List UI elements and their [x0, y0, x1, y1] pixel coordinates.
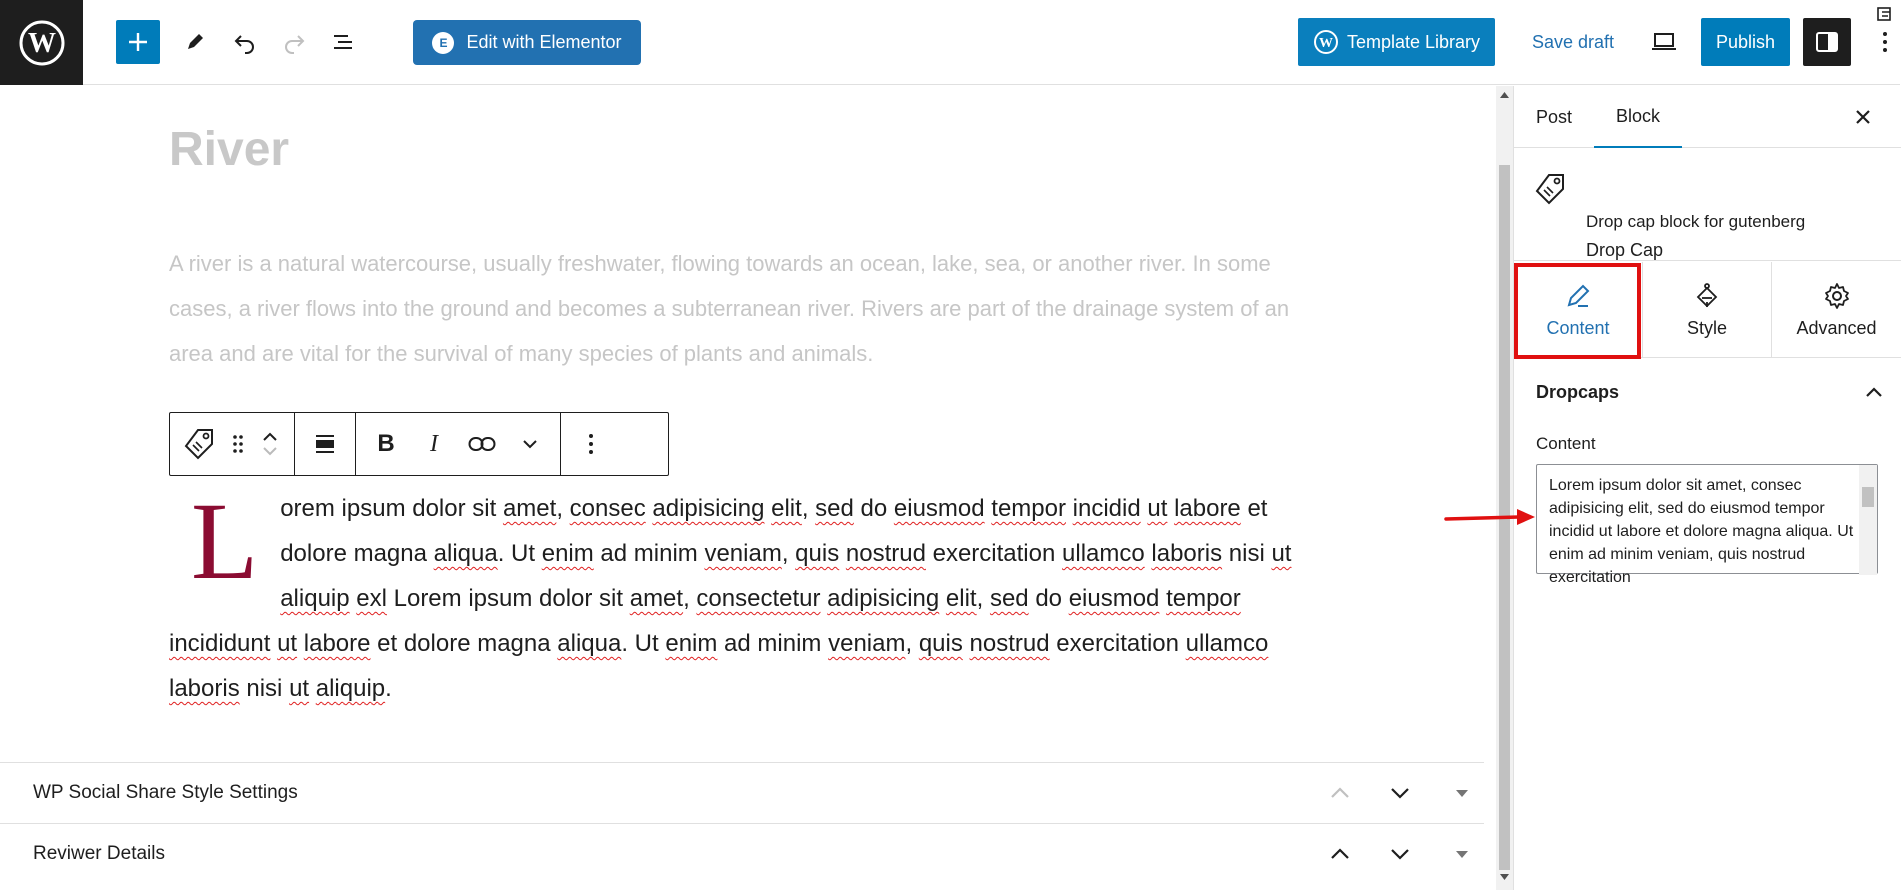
wordpress-logo-button[interactable] — [0, 0, 83, 85]
preview-button[interactable] — [1644, 22, 1684, 62]
control-tabs — [1514, 262, 1901, 358]
move-down-button[interactable] — [1380, 834, 1420, 874]
spellcheck-word: tempor — [1166, 585, 1241, 612]
spellcheck-word: ut — [277, 630, 298, 657]
tag-icon — [1534, 172, 1568, 206]
intro-paragraph-block[interactable]: A river is a natural watercourse, usually freshwater, flowing towards an ocean, lake, sea, or another river. In some cases, a river flows into the ground and becomes a subterranean river. Rivers are part of the drainage system of an area and are vital for the survival of many species of plants and animals. — [169, 251, 1290, 366]
block-toolbar — [169, 412, 669, 476]
block-mover[interactable] — [252, 420, 288, 468]
options-group — [561, 413, 621, 475]
text-run: nisi — [1222, 540, 1272, 567]
plus-icon — [127, 31, 149, 53]
svg-text:W: W — [1318, 36, 1333, 51]
text-run: , — [683, 585, 697, 612]
spellcheck-word: aliquip — [280, 585, 350, 612]
spellcheck-word: consectetur — [696, 585, 821, 612]
elementor-icon: E — [432, 32, 454, 54]
settings-toggle-button[interactable] — [1803, 18, 1851, 66]
editor-header — [0, 0, 1900, 85]
text-run — [309, 675, 316, 702]
spellcheck-word: sed — [989, 585, 1029, 612]
alignment-group — [295, 413, 356, 475]
template-library-label: Template Library — [1346, 31, 1481, 52]
italic-button[interactable] — [410, 420, 458, 468]
settings-sidebar — [1513, 86, 1900, 890]
block-type-button[interactable] — [176, 420, 224, 468]
spellcheck-word: eiusmod — [893, 495, 985, 522]
tab-post[interactable]: Post — [1536, 106, 1573, 127]
text-run — [963, 630, 970, 657]
spellcheck-word: incididunt — [169, 630, 271, 657]
elementor-label: Edit with Elementor — [466, 32, 622, 52]
undo-button[interactable] — [225, 22, 265, 62]
chevron-up-icon — [1330, 848, 1350, 860]
textarea-scrollbar-thumb[interactable] — [1862, 487, 1874, 507]
add-block-button[interactable] — [116, 20, 160, 64]
dropcap-text — [169, 480, 1292, 702]
move-down-button[interactable] — [1380, 773, 1420, 813]
chevron-up-icon[interactable] — [262, 432, 278, 442]
meta-box-reviewer-details[interactable] — [0, 823, 1484, 884]
text-run: ad minim — [593, 540, 705, 567]
spellcheck-word: adipisicing — [652, 495, 765, 522]
spellcheck-word: adipisicing — [827, 585, 940, 612]
chevron-down-icon — [1390, 848, 1410, 860]
spellcheck-word: elit — [945, 585, 977, 612]
tab-style[interactable] — [1643, 262, 1772, 358]
text-run: et dolore magna — [280, 495, 1268, 567]
close-sidebar-button[interactable] — [1843, 97, 1883, 137]
spellcheck-word: amet — [629, 585, 684, 612]
textarea-scrollbar[interactable] — [1859, 465, 1877, 575]
caret-down-icon — [1455, 789, 1469, 798]
text-run — [839, 540, 846, 567]
text-run: , — [556, 495, 570, 522]
spellcheck-word: tempor — [991, 495, 1066, 522]
bold-icon: B — [377, 430, 395, 457]
text-run: , — [781, 540, 796, 567]
block-description: Drop cap block for gutenberg — [1586, 212, 1806, 231]
drag-handle[interactable] — [224, 420, 252, 468]
sidebar-tabs — [1514, 86, 1901, 148]
bold-button[interactable] — [362, 420, 410, 468]
align-button[interactable] — [301, 420, 349, 468]
chevron-up-icon — [1865, 387, 1883, 398]
more-vertical-icon — [1882, 31, 1888, 53]
chevron-up-icon — [1330, 787, 1350, 799]
text-run: Lorem ipsum dolor sit — [386, 585, 630, 612]
list-view-icon — [331, 29, 357, 55]
link-button[interactable] — [458, 420, 506, 468]
text-run — [939, 585, 946, 612]
text-run: , — [905, 630, 919, 657]
pencil-icon — [1564, 282, 1592, 310]
more-format-button[interactable] — [506, 420, 554, 468]
post-title[interactable]: River — [169, 123, 290, 176]
chevron-down-icon — [1390, 787, 1410, 799]
spellcheck-word: veniam — [828, 630, 906, 657]
tools-button[interactable] — [175, 22, 215, 62]
spellcheck-word: ullamco — [1185, 630, 1269, 657]
options-menu-button[interactable] — [1870, 22, 1900, 62]
link-icon — [468, 436, 496, 452]
spellcheck-word: ut — [289, 675, 310, 702]
drag-icon — [232, 434, 244, 454]
sidebar-icon — [1815, 30, 1839, 54]
style-brush-icon — [1693, 282, 1721, 310]
dropcap-block[interactable] — [169, 480, 1339, 711]
dropcaps-panel-toggle[interactable] — [1514, 358, 1901, 426]
tab-advanced-label: Advanced — [1796, 317, 1877, 338]
text-run — [297, 630, 304, 657]
edit-with-elementor-button[interactable] — [413, 20, 641, 65]
block-options-button[interactable] — [567, 420, 615, 468]
scroll-up-arrow[interactable] — [1499, 90, 1510, 100]
publish-button[interactable]: Publish — [1701, 18, 1790, 66]
meta-box-title: WP Social Share Style Settings — [33, 782, 298, 803]
toggle-panel-button[interactable] — [1442, 773, 1482, 813]
spellcheck-word: aliquip — [315, 675, 386, 702]
wordpress-icon — [1313, 29, 1339, 55]
meta-box-social-share[interactable] — [0, 762, 1484, 823]
text-run: . Ut — [497, 540, 542, 567]
meta-box-title: Reviwer Details — [33, 843, 165, 864]
text-run: , — [976, 585, 990, 612]
tab-content[interactable] — [1514, 262, 1643, 358]
editor-canvas — [0, 86, 1496, 890]
spellcheck-word: aliqua — [433, 540, 498, 567]
redo-icon — [281, 29, 307, 55]
move-up-button[interactable] — [1320, 834, 1360, 874]
tab-content-label: Content — [1546, 317, 1610, 338]
text-run: . Ut — [621, 630, 666, 657]
spellcheck-word: enim — [541, 540, 594, 567]
spellcheck-word: laboris — [1151, 540, 1223, 567]
text-run: exercitation — [925, 540, 1063, 567]
wordpress-icon — [17, 18, 67, 68]
text-run: do — [853, 495, 894, 522]
spellcheck-word: sed — [815, 495, 854, 522]
toggle-panel-button[interactable] — [1442, 834, 1482, 874]
spellcheck-word: ullamco — [1062, 540, 1145, 567]
content-textarea-value: Lorem ipsum dolor sit amet, consec adipisicing elit, sed do eiusmod tempor incidid ut labore et dolore magna aliqua. Ut enim ad minim veniam, quis nostrud exercitation — [1549, 477, 1854, 586]
tab-advanced[interactable] — [1772, 262, 1901, 358]
content-field-label: Content — [1536, 434, 1596, 453]
spellcheck-word: ut — [1271, 540, 1292, 567]
save-draft-button[interactable]: Save draft — [1532, 31, 1615, 52]
laptop-icon — [1651, 31, 1677, 53]
gear-icon — [1823, 282, 1851, 310]
italic-icon: I — [430, 430, 438, 457]
chevron-down-icon[interactable] — [262, 446, 278, 456]
pencil-icon — [183, 30, 207, 54]
format-group — [356, 413, 561, 475]
block-switcher-group — [170, 413, 295, 475]
spellcheck-word: aliqua — [557, 630, 622, 657]
spellcheck-word: exl — [356, 585, 387, 612]
spellcheck-word: laboris — [169, 675, 240, 702]
redo-button[interactable] — [274, 22, 314, 62]
close-icon — [1855, 109, 1871, 125]
spellcheck-word: elit — [771, 495, 802, 522]
template-library-button[interactable] — [1298, 18, 1495, 66]
spellcheck-word: quis — [918, 630, 963, 657]
scroll-down-arrow[interactable] — [1499, 872, 1510, 882]
text-run — [1066, 495, 1073, 522]
align-wide-icon — [313, 432, 337, 456]
spellcheck-word: incidid — [1072, 495, 1141, 522]
document-overview-button[interactable] — [324, 22, 364, 62]
text-run: do — [1028, 585, 1069, 612]
spellcheck-word: ut — [1147, 495, 1168, 522]
undo-icon — [232, 29, 258, 55]
spellcheck-word: labore — [303, 630, 371, 657]
spellcheck-word: amet — [502, 495, 557, 522]
move-up-button[interactable] — [1320, 773, 1360, 813]
text-run: orem ipsum dolor sit — [280, 495, 503, 522]
spellcheck-word: eiusmod — [1068, 585, 1160, 612]
tab-block[interactable]: Block — [1594, 86, 1682, 148]
spellcheck-word: veniam — [704, 540, 782, 567]
caret-down-icon — [1455, 850, 1469, 859]
svg-text:W: W — [27, 27, 56, 59]
text-run: . — [385, 675, 392, 702]
more-vertical-icon — [588, 433, 594, 455]
spellcheck-word: enim — [665, 630, 718, 657]
block-card — [1514, 148, 1901, 261]
arrow-right-icon — [1444, 505, 1539, 529]
dropcap-letter: L — [191, 480, 259, 602]
tag-icon — [183, 427, 217, 461]
block-name: Drop Cap — [1586, 240, 1664, 260]
text-run: exercitation — [1049, 630, 1186, 657]
spellcheck-word: quis — [795, 540, 840, 567]
chevron-down-icon — [522, 439, 538, 449]
text-run: et dolore magna — [370, 630, 558, 657]
tab-style-label: Style — [1686, 317, 1728, 338]
spellcheck-word: nostrud — [845, 540, 926, 567]
content-textarea[interactable] — [1536, 464, 1878, 586]
text-run: , — [801, 495, 816, 522]
text-run: nisi — [239, 675, 290, 702]
text-run: ad minim — [717, 630, 829, 657]
spellcheck-word: consec — [569, 495, 646, 522]
spellcheck-word: labore — [1174, 495, 1241, 522]
spellcheck-word: nostrud — [969, 630, 1050, 657]
panel-title: Dropcaps — [1536, 381, 1620, 402]
extension-icon — [1876, 4, 1896, 24]
